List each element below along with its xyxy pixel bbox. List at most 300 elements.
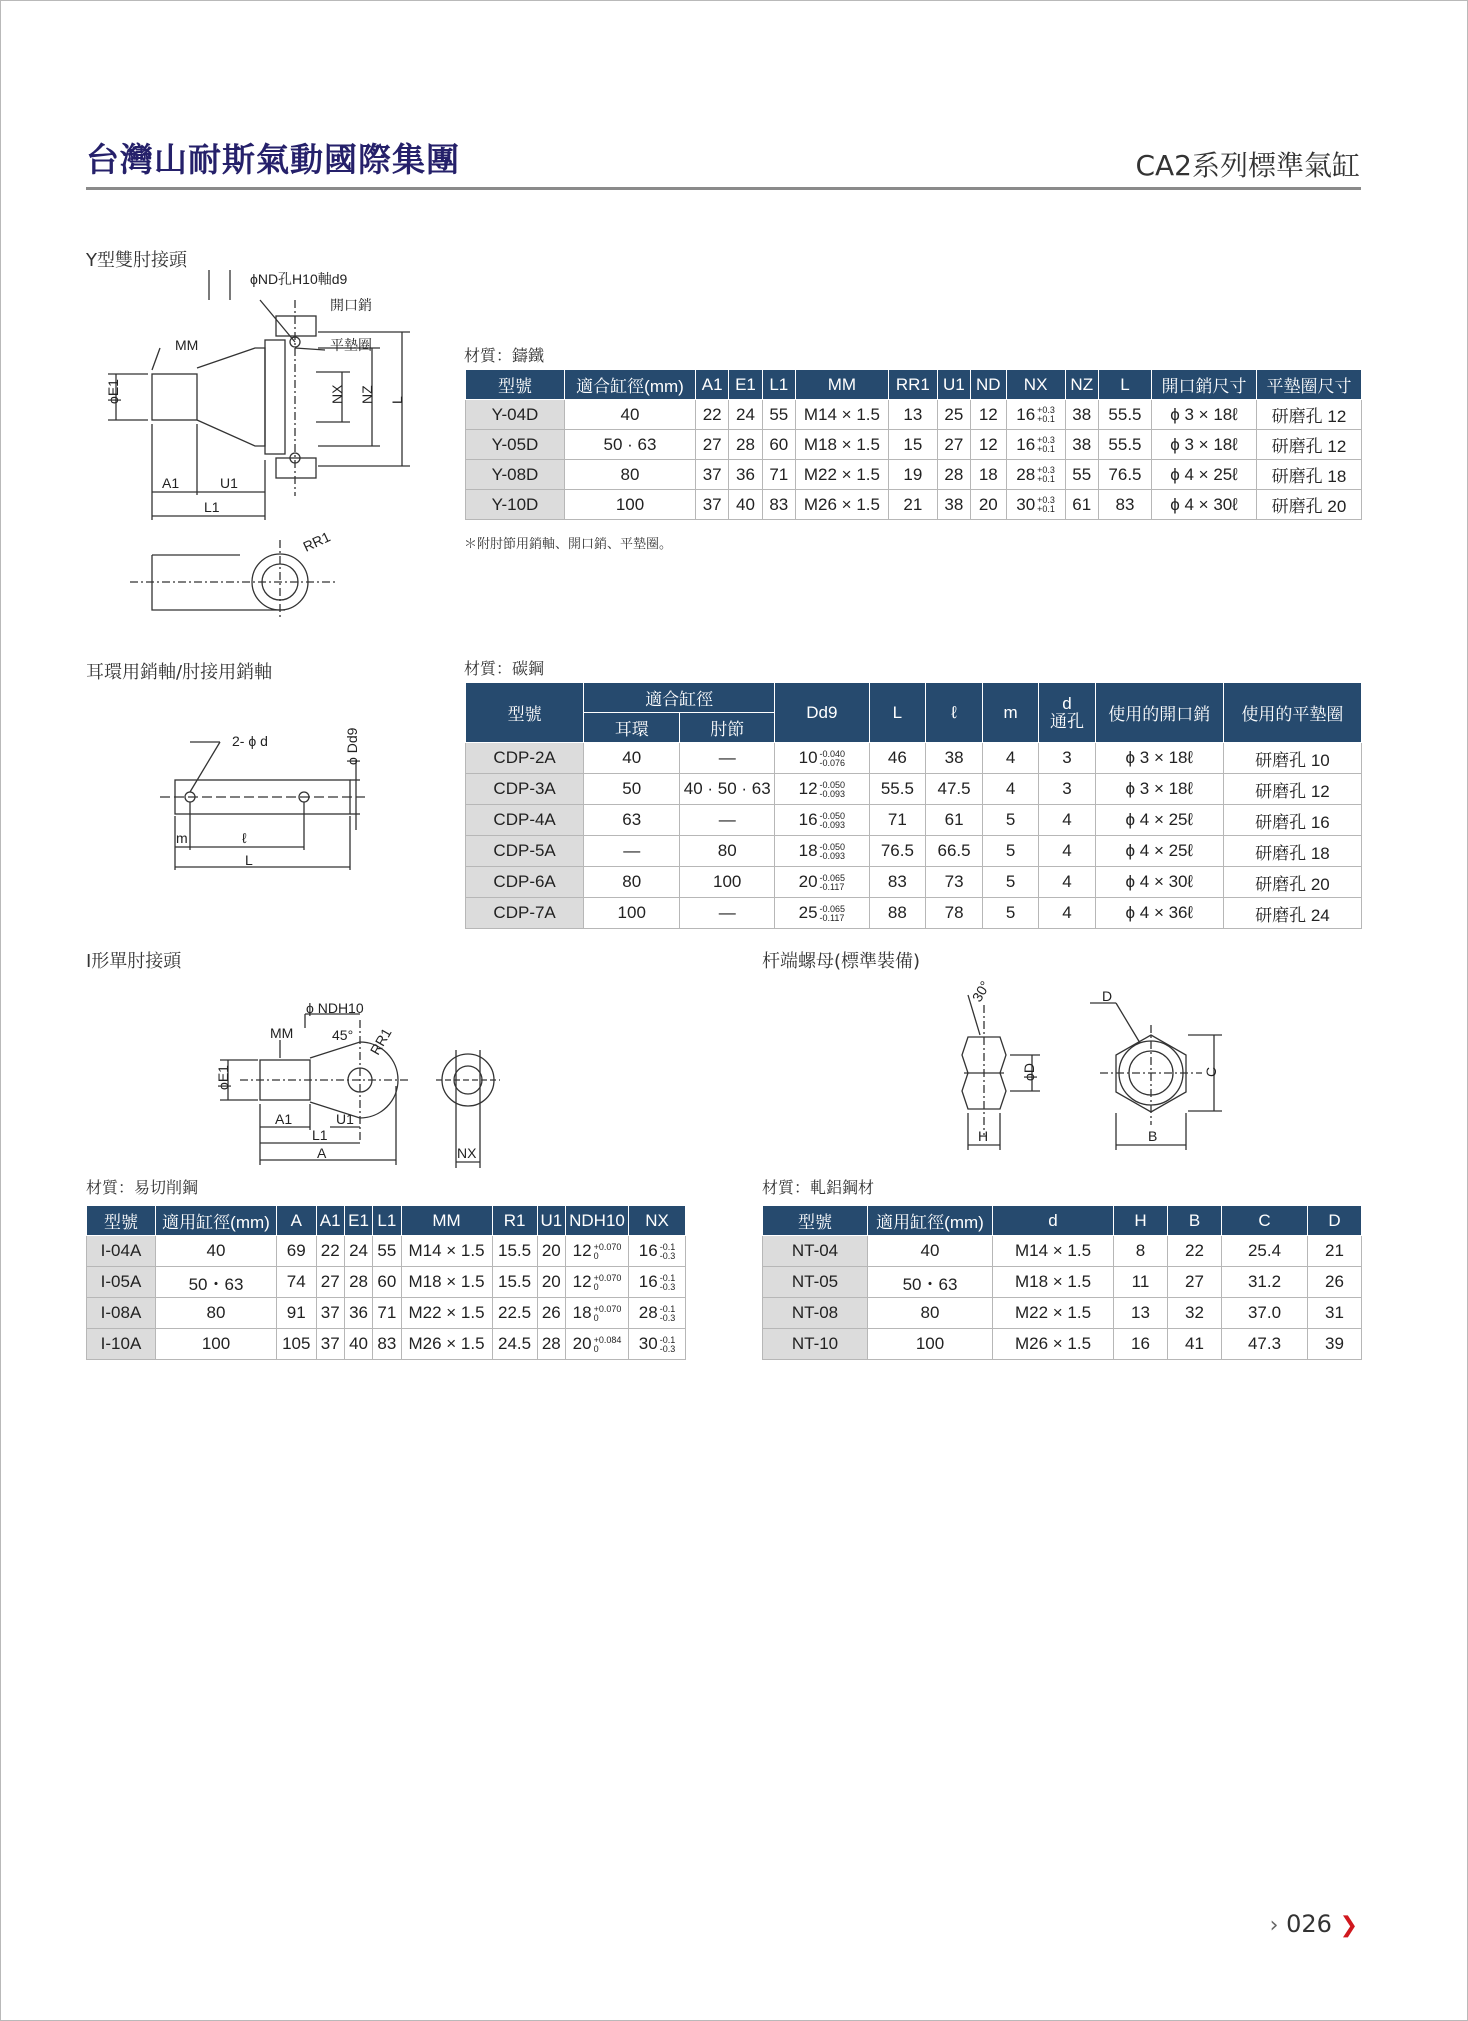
cell-model: NT-04 (763, 1236, 868, 1267)
cell-dd9 (775, 743, 869, 774)
y-label-washer: 平墊圈 (330, 337, 372, 353)
nd-value: 12 (572, 1241, 592, 1260)
cell-nx (1006, 460, 1065, 490)
table-row (466, 743, 1362, 774)
col-header: m (982, 683, 1038, 743)
nut-title: 杆端螺母(標準裝備) (762, 951, 921, 972)
col-header: A1 (696, 370, 729, 400)
i-label-a1: A1 (275, 1111, 293, 1127)
col-header: C (1222, 1206, 1308, 1236)
cell-nx (629, 1267, 686, 1298)
cell-b: 22 (1168, 1236, 1222, 1267)
table-row (466, 490, 1362, 520)
table-row (466, 774, 1362, 805)
col-header: 肘節 (680, 713, 775, 743)
cell-d: M26 × 1.5 (993, 1329, 1114, 1360)
nut-label-d: ϕD (1021, 1063, 1037, 1081)
tol-lower: -0.3 (659, 1343, 676, 1354)
cell-a1: 27 (316, 1267, 344, 1298)
tol-upper: -0.1 (659, 1241, 676, 1252)
col-header: L1 (762, 370, 795, 400)
cell-a: 91 (277, 1298, 317, 1329)
y-label-e1: ϕE1 (105, 379, 121, 404)
nx-value: 28 (638, 1303, 658, 1322)
dd9-value: 18 (798, 841, 818, 860)
cell-cotter: ϕ 4 × 30ℓ (1095, 867, 1223, 898)
col-header: L (1098, 370, 1151, 400)
cell-rr1: 15 (888, 430, 937, 460)
col-header: L1 (373, 1206, 401, 1236)
cell-bore: 40 (156, 1236, 277, 1267)
nut-label-h: H (978, 1128, 989, 1144)
col-header: NX (629, 1206, 686, 1236)
pin-label-l: L (245, 852, 253, 868)
cell-ear: 63 (584, 805, 680, 836)
cell-nx (629, 1236, 686, 1267)
tol-upper: +0.3 (1037, 495, 1055, 506)
cell-l1: 60 (373, 1267, 401, 1298)
cell-l1: 71 (373, 1298, 401, 1329)
prev-page-icon: › (1269, 1913, 1279, 1938)
nx-value: 16 (638, 1241, 658, 1260)
y-joint-drawing (90, 270, 430, 630)
i-label-rr1: RR1 (366, 1025, 395, 1058)
cell-u1: 27 (937, 430, 970, 460)
col-header: 耳環 (584, 713, 680, 743)
cell-a1: 37 (316, 1329, 344, 1360)
cell-model: CDP-6A (466, 867, 584, 898)
cell-u1: 25 (937, 400, 970, 430)
tol-upper: +0.070 (593, 1272, 622, 1283)
cell-d: 4 (1039, 898, 1095, 929)
col-header: Dd9 (775, 683, 869, 743)
cell-l: 83 (869, 867, 926, 898)
tol-lower: 0 (593, 1343, 599, 1354)
cell-washer: 研磨孔 20 (1223, 867, 1361, 898)
cell-nz: 55 (1065, 460, 1098, 490)
cell-rr1: 19 (888, 460, 937, 490)
i-joint-material: 材質：易切削鋼 (86, 1178, 199, 1197)
cell-mm: M18 × 1.5 (401, 1267, 492, 1298)
i-joint-table (86, 1205, 686, 1360)
dd9-value: 10 (798, 748, 818, 767)
cell-dd9 (775, 867, 869, 898)
y-label-nd: ϕND孔H10軸d9 (250, 271, 348, 287)
cell-bore: 40 (868, 1236, 993, 1267)
table-row (466, 400, 1362, 430)
cell-washer: 研磨孔 12 (1257, 430, 1362, 460)
col-header: L (869, 683, 926, 743)
col-header-d: d (1062, 693, 1072, 713)
col-header: E1 (344, 1206, 372, 1236)
cell-c: 25.4 (1222, 1236, 1308, 1267)
cell-model: I-05A (87, 1267, 156, 1298)
cell-washer: 研磨孔 18 (1257, 460, 1362, 490)
cell-mm: M14 × 1.5 (401, 1236, 492, 1267)
i-label-nx: NX (457, 1145, 477, 1161)
table-row (466, 430, 1362, 460)
table-row (87, 1298, 686, 1329)
cell-bore: 50・63 (868, 1267, 993, 1298)
cell-pin: ϕ 4 × 30ℓ (1152, 490, 1257, 520)
cell-nd (566, 1267, 629, 1298)
cell-mm: M18 × 1.5 (795, 430, 888, 460)
cell-a1: 37 (316, 1298, 344, 1329)
cell-nd: 12 (971, 400, 1007, 430)
col-header: ND (971, 370, 1007, 400)
nut-label-c: C (1203, 1066, 1219, 1077)
y-label-nx: NX (329, 384, 345, 404)
cell-a1: 37 (696, 490, 729, 520)
nut-table (762, 1205, 1362, 1360)
cell-m: 4 (982, 743, 1038, 774)
pin-label-dd9: ϕ Dd9 (344, 727, 360, 765)
cell-ear: — (584, 836, 680, 867)
table-row (87, 1329, 686, 1360)
cell-dd: 39 (1307, 1329, 1361, 1360)
cell-model: I-08A (87, 1298, 156, 1329)
cell-washer: 研磨孔 12 (1257, 400, 1362, 430)
cell-e1: 24 (729, 400, 762, 430)
cell-dd: 21 (1307, 1236, 1361, 1267)
col-header: 適用缸徑(mm) (868, 1206, 993, 1236)
tol-upper: -0.050 (819, 779, 846, 790)
cell-model: CDP-2A (466, 743, 584, 774)
cell-e1: 28 (729, 430, 762, 460)
tol-lower: -0.117 (819, 912, 845, 923)
cell-ear: 50 (584, 774, 680, 805)
cell-l: 83 (1098, 490, 1151, 520)
nd-value: 12 (572, 1272, 592, 1291)
cell-h: 13 (1114, 1298, 1168, 1329)
cell-pin: ϕ 4 × 25ℓ (1152, 460, 1257, 490)
header-divider (86, 187, 1361, 190)
cell-l: 76.5 (869, 836, 926, 867)
cell-d: 3 (1039, 774, 1095, 805)
cell-m: 4 (982, 774, 1038, 805)
cell-ear: 100 (584, 898, 680, 929)
dd9-value: 25 (798, 903, 818, 922)
cell-nx (629, 1298, 686, 1329)
cell-l1: 83 (373, 1329, 401, 1360)
y-label-nz: NZ (359, 385, 375, 404)
tol-upper: +0.070 (593, 1241, 622, 1252)
pin-material: 材質：碳鋼 (464, 659, 545, 678)
cell-a: 105 (277, 1329, 317, 1360)
table-row (87, 1267, 686, 1298)
tol-upper: -0.065 (819, 872, 846, 883)
tol-upper: -0.1 (659, 1272, 676, 1283)
i-joint-drawing (200, 1000, 520, 1170)
table-row (466, 805, 1362, 836)
tol-upper: -0.065 (819, 903, 846, 914)
cell-ell: 78 (926, 898, 983, 929)
cell-c: 31.2 (1222, 1267, 1308, 1298)
tol-upper: +0.3 (1037, 435, 1055, 446)
cell-c: 37.0 (1222, 1298, 1308, 1329)
cell-ell: 73 (926, 867, 983, 898)
cell-mm: M22 × 1.5 (401, 1298, 492, 1329)
cell-mm: M26 × 1.5 (795, 490, 888, 520)
cell-e1: 40 (344, 1329, 372, 1360)
cell-bore: 100 (156, 1329, 277, 1360)
cell-cotter: ϕ 4 × 36ℓ (1095, 898, 1223, 929)
cell-l1: 60 (762, 430, 795, 460)
cell-d: 4 (1039, 836, 1095, 867)
company-name: 台灣山耐斯氣動國際集團 (86, 140, 460, 179)
cell-l: 55.5 (1098, 430, 1151, 460)
cell-l: 55.5 (869, 774, 926, 805)
cell-bore: 100 (868, 1329, 993, 1360)
tol-lower: -0.093 (819, 819, 846, 830)
pin-label-ell: ℓ (242, 830, 247, 846)
cell-nd: 12 (971, 430, 1007, 460)
cell-joint: — (680, 743, 775, 774)
cell-b: 32 (1168, 1298, 1222, 1329)
cell-washer: 研磨孔 16 (1223, 805, 1361, 836)
cell-model: CDP-4A (466, 805, 584, 836)
y-label-a1: A1 (162, 475, 180, 491)
cell-cotter: ϕ 4 × 25ℓ (1095, 836, 1223, 867)
y-label-l: L (389, 396, 405, 404)
col-header: 型號 (466, 683, 584, 743)
dd9-value: 16 (798, 810, 818, 829)
cell-model: I-04A (87, 1236, 156, 1267)
nx-value: 16 (638, 1272, 658, 1291)
tol-upper: -0.050 (819, 841, 846, 852)
tol-lower: -0.093 (819, 788, 846, 799)
cell-h: 16 (1114, 1329, 1168, 1360)
cell-ell: 47.5 (926, 774, 983, 805)
col-header-d-sub: 通孔 (1049, 711, 1084, 731)
cell-washer: 研磨孔 20 (1257, 490, 1362, 520)
col-header: d (993, 1206, 1114, 1236)
cell-mm: M14 × 1.5 (795, 400, 888, 430)
cell-bore: 80 (156, 1298, 277, 1329)
y-joint-note: ＊附肘節用銷軸、開口銷、平墊圈。 (464, 537, 673, 552)
cell-washer: 研磨孔 12 (1223, 774, 1361, 805)
nut-label-angle: 30° (968, 978, 994, 1005)
nut-table-header (763, 1206, 1362, 1236)
col-header: U1 (937, 370, 970, 400)
table-row (763, 1298, 1362, 1329)
tol-upper: +0.3 (1037, 465, 1055, 476)
cell-l1: 71 (762, 460, 795, 490)
cell-ell: 38 (926, 743, 983, 774)
tol-lower: -0.3 (659, 1312, 676, 1323)
i-label-a: A (317, 1145, 327, 1161)
tol-lower: -0.117 (819, 881, 845, 892)
cell-bore: 50・63 (156, 1267, 277, 1298)
col-header: 適用缸徑(mm) (156, 1206, 277, 1236)
page-number-text: 026 (1286, 1910, 1332, 1938)
cell-u1: 20 (537, 1236, 565, 1267)
col-header: 型號 (763, 1206, 868, 1236)
cell-washer: 研磨孔 24 (1223, 898, 1361, 929)
col-header (1039, 683, 1095, 743)
table-row (466, 460, 1362, 490)
cell-r1: 15.5 (492, 1267, 537, 1298)
cell-rr1: 13 (888, 400, 937, 430)
col-header: MM (795, 370, 888, 400)
nut-drawing (950, 978, 1270, 1165)
y-joint-material: 材質：鑄鐵 (464, 346, 545, 365)
cell-model: CDP-5A (466, 836, 584, 867)
col-header: B (1168, 1206, 1222, 1236)
cell-nz: 38 (1065, 400, 1098, 430)
cell-cotter: ϕ 3 × 18ℓ (1095, 743, 1223, 774)
cell-e1: 36 (729, 460, 762, 490)
cell-model: Y-10D (466, 490, 565, 520)
y-label-l1: L1 (204, 499, 220, 515)
pin-table (465, 682, 1362, 929)
cell-nx (1006, 490, 1065, 520)
table-row (466, 867, 1362, 898)
cell-c: 47.3 (1222, 1329, 1308, 1360)
cell-a1: 27 (696, 430, 729, 460)
cell-rr1: 21 (888, 490, 937, 520)
cell-joint: 100 (680, 867, 775, 898)
nx-value: 16 (1016, 404, 1036, 424)
i-joint-table-header (87, 1206, 686, 1236)
table-row (466, 898, 1362, 929)
cell-e1: 36 (344, 1298, 372, 1329)
nx-value: 28 (1016, 464, 1036, 484)
col-header: NZ (1065, 370, 1098, 400)
cell-e1: 40 (729, 490, 762, 520)
col-header: D (1307, 1206, 1361, 1236)
col-header: ℓ (926, 683, 983, 743)
col-header: 型號 (466, 370, 565, 400)
pin-label-m: m (176, 830, 188, 846)
cell-r1: 24.5 (492, 1329, 537, 1360)
cell-pin: ϕ 3 × 18ℓ (1152, 400, 1257, 430)
col-header: 使用的平墊圈 (1223, 683, 1361, 743)
cell-d: M18 × 1.5 (993, 1267, 1114, 1298)
cell-a: 69 (277, 1236, 317, 1267)
col-header: 平墊圈尺寸 (1257, 370, 1362, 400)
cell-nx (1006, 400, 1065, 430)
tol-lower: 0 (593, 1250, 599, 1261)
cell-l1: 83 (762, 490, 795, 520)
cell-l1: 55 (373, 1236, 401, 1267)
col-header: MM (401, 1206, 492, 1236)
cell-u1: 38 (937, 490, 970, 520)
table-row (763, 1267, 1362, 1298)
cell-a: 74 (277, 1267, 317, 1298)
cell-mm: M26 × 1.5 (401, 1329, 492, 1360)
tol-lower: -0.093 (819, 850, 846, 861)
col-header: 型號 (87, 1206, 156, 1236)
i-label-mm: MM (270, 1025, 294, 1041)
cell-m: 5 (982, 867, 1038, 898)
cell-dd9 (775, 805, 869, 836)
cell-dd: 31 (1307, 1298, 1361, 1329)
dd9-value: 12 (798, 779, 818, 798)
cell-h: 11 (1114, 1267, 1168, 1298)
cell-b: 41 (1168, 1329, 1222, 1360)
cell-d: M14 × 1.5 (993, 1236, 1114, 1267)
cell-l: 71 (869, 805, 926, 836)
cell-nx (629, 1329, 686, 1360)
cell-model: NT-08 (763, 1298, 868, 1329)
col-header: NX (1006, 370, 1065, 400)
tol-upper: -0.1 (659, 1334, 676, 1345)
y-joint-table-header (466, 370, 1362, 400)
cell-nd (566, 1236, 629, 1267)
col-header: RR1 (888, 370, 937, 400)
nx-value: 30 (1016, 494, 1036, 514)
next-page-icon: ❯ (1339, 1913, 1358, 1938)
col-header: R1 (492, 1206, 537, 1236)
series-title: CA2系列標準氣缸 (1135, 149, 1360, 182)
y-joint-table (465, 369, 1362, 520)
nx-value: 30 (638, 1334, 658, 1353)
col-header: A (277, 1206, 317, 1236)
pin-label-d: 2- ϕ d (232, 733, 268, 749)
cell-e1: 24 (344, 1236, 372, 1267)
cell-model: CDP-7A (466, 898, 584, 929)
cell-washer: 研磨孔 10 (1223, 743, 1361, 774)
cell-cotter: ϕ 3 × 18ℓ (1095, 774, 1223, 805)
cell-model: I-10A (87, 1329, 156, 1360)
col-header: A1 (316, 1206, 344, 1236)
tol-upper: +0.3 (1037, 405, 1055, 416)
col-header: E1 (729, 370, 762, 400)
cell-model: NT-10 (763, 1329, 868, 1360)
cell-e1: 28 (344, 1267, 372, 1298)
cell-cotter: ϕ 4 × 25ℓ (1095, 805, 1223, 836)
col-header: 適合缸徑(mm) (565, 370, 696, 400)
cell-l: 76.5 (1098, 460, 1151, 490)
cell-d: 4 (1039, 867, 1095, 898)
col-header: H (1114, 1206, 1168, 1236)
cell-m: 5 (982, 898, 1038, 929)
col-header: 使用的開口銷 (1095, 683, 1223, 743)
cell-a1: 22 (696, 400, 729, 430)
cell-dd9 (775, 898, 869, 929)
cell-u1: 28 (537, 1329, 565, 1360)
page-number (1270, 1910, 1358, 1938)
cell-ell: 66.5 (926, 836, 983, 867)
cell-bore: 80 (868, 1298, 993, 1329)
cell-h: 8 (1114, 1236, 1168, 1267)
col-header: NDH10 (566, 1206, 629, 1236)
tol-upper: -0.040 (819, 748, 846, 759)
col-header: 適合缸徑 (584, 683, 775, 713)
cell-dd: 26 (1307, 1267, 1361, 1298)
cell-l: 88 (869, 898, 926, 929)
cell-nd (566, 1329, 629, 1360)
tol-lower: 0 (593, 1281, 599, 1292)
cell-dd9 (775, 836, 869, 867)
cell-a1: 22 (316, 1236, 344, 1267)
cell-nd (566, 1298, 629, 1329)
tol-lower: -0.3 (659, 1250, 676, 1261)
i-label-nd: ϕ NDH10 (306, 1000, 364, 1016)
i-joint-title: I形單肘接頭 (86, 951, 182, 972)
cell-nd: 20 (971, 490, 1007, 520)
tol-lower: +0.1 (1037, 414, 1055, 425)
cell-washer: 研磨孔 18 (1223, 836, 1361, 867)
cell-dd9 (775, 774, 869, 805)
cell-nz: 61 (1065, 490, 1098, 520)
cell-model: NT-05 (763, 1267, 868, 1298)
nd-value: 18 (572, 1303, 592, 1322)
nut-label-big-d: D (1102, 988, 1113, 1004)
cell-ell: 61 (926, 805, 983, 836)
tol-upper: +0.070 (593, 1303, 622, 1314)
